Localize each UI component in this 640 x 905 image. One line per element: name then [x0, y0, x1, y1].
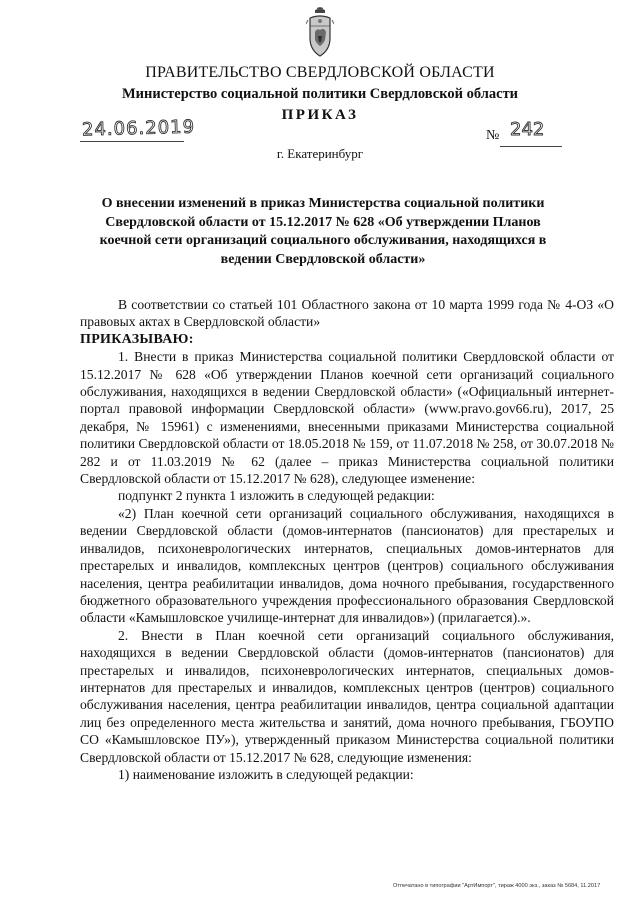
item-2-paragraph: 2. Внести в План коечной сети организаций социального обслуживания, находящихся в ведении Свердловской области (домов-интернатов (пансионатов) для престарелых и инвалидов, психоневрологических интернатов, специальных домов-интернатов для престарелых и инвалидов, комплексных центров (центров) социального обслуживания населения, центра реабилитации инвалидов, центра социальной адаптации лиц без определенного места жительства и занятий, дома ночного пребывания, ГБОУПО СО «Камышловское ПУ»), утвержденный приказом Министерства социальной политики Свердловской области от 15.12.2017 № 628, следующие изменения:	[80, 627, 614, 765]
decree-heading: ПРИКАЗЫВАЮ:	[80, 331, 194, 347]
print-footer: Отпечатано в типографии "АртИмпорт", тираж 4000 экз., заказ № 5684, 11.2017	[393, 883, 601, 889]
document-body	[80, 296, 614, 783]
item-2-subparagraph: 1) наименование изложить в следующей редакции:	[118, 766, 414, 782]
order-number: 242	[510, 119, 545, 140]
order-date: 24.06.2019	[81, 116, 196, 141]
ministry-name: Министерство социальной политики Свердловской области	[121, 86, 519, 102]
item-1-subparagraph: подпункт 2 пункта 1 изложить в следующей редакции:	[118, 488, 435, 504]
order-number-label: №	[486, 128, 500, 143]
preamble-paragraph: В соответствии со статьей 101 Областного закона от 10 марта 1999 года № 4-ОЗ «О правовых актах в Свердловской области»	[80, 297, 614, 330]
document-title: О внесении изменений в приказ Министерства социальной политики Свердловской области от 15.12.2017 № 628 «Об утверждении Планов коечной сети организаций социального обслуживания, находящихся в ведении Свердловской области»	[99, 196, 547, 267]
date-underline	[80, 141, 184, 142]
document-type: ПРИКАЗ	[281, 107, 359, 123]
coat-of-arms-icon	[306, 6, 334, 60]
item-1-paragraph: 1. Внести в приказ Министерства социальной политики Свердловской области от 15.12.2017 № 628 «Об утверждении Планов коечной сети организаций социального обслуживания, находящихся в ведении Свердловской области» («Официальный интернет-портал правовой информации Свердловской области» (www.pravo.gov66.ru), 2017, 25 декабря, № 15961) с изменениями, внесенными приказами Министерства социальной политики Свердловской области от 18.05.2018 № 159, от 11.07.2018 № 258, от 30.07.2018 № 282 и от 11.03.2019 № 62 (далее – приказ Министерства социальной политики Свердловской области от 15.12.2017 № 628), следующее изменение:	[80, 349, 614, 487]
city: г. Екатеринбург	[276, 146, 364, 161]
government-name: ПРАВИТЕЛЬСТВО СВЕРДЛОВСКОЙ ОБЛАСТИ	[145, 64, 495, 81]
item-1-quote: «2) План коечной сети организаций социального обслуживания, находящихся в ведении Свердловской области (домов-интернатов (пансионатов) для престарелых и инвалидов, психоневрологических интернатов, специальных домов-интернатов для престарелых и инвалидов, комплексных центров (центров) социального обслуживания населения, центра реабилитации инвалидов, дома ночного пребывания, государственного бюджетного образовательного учреждения профессионального образования Свердловской области «Камышловское училище-интернат для инвалидов») (прилагается).».	[80, 505, 614, 626]
